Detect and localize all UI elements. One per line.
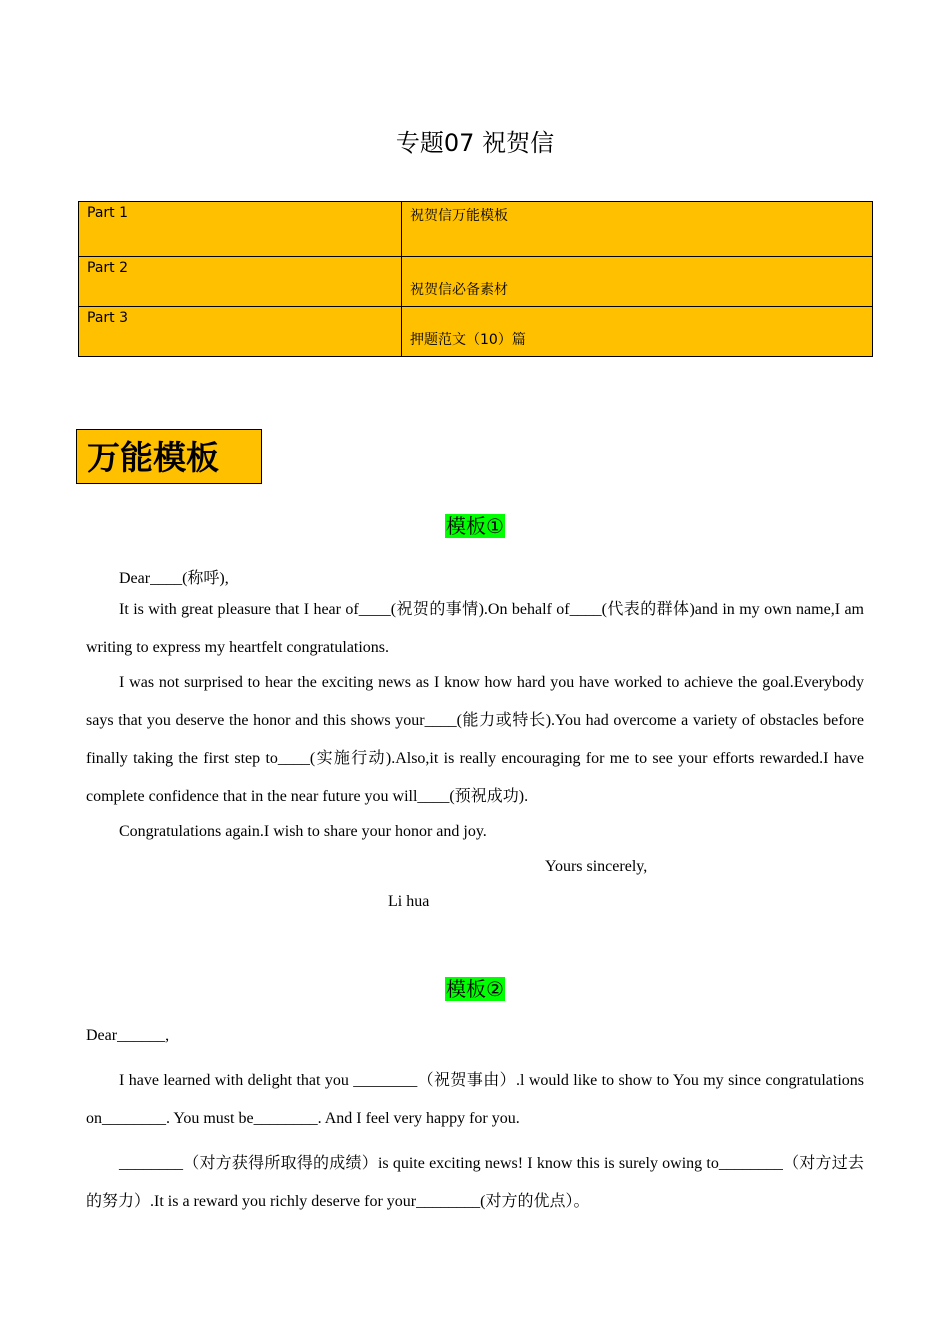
contents-table: [78, 201, 873, 357]
table-row: [79, 202, 873, 257]
section-badge: 万能模板: [76, 429, 262, 484]
template-2-paragraph-1: I have learned with delight that you ________（祝贺事由）.l would like to show to You my since congratulations on________. You must be________. And I feel very happy for you.: [86, 1072, 864, 1127]
part-label: Part 3: [79, 307, 402, 357]
part-description: 押题范文（10）篇: [402, 307, 873, 357]
template-1-salutation: Dear____(称呼),: [119, 570, 229, 587]
table-row: [79, 307, 873, 357]
table-row: [79, 257, 873, 307]
page-title: 专题07 祝贺信: [395, 129, 555, 157]
template-1-paragraph-1: It is with great pleasure that I hear of____(祝贺的事情).On behalf of____(代表的群体)and in my own name,I am writing to express my heartfelt congratulations.: [86, 601, 864, 656]
template-2-heading-row: [0, 973, 950, 1002]
part-label: Part 1: [79, 202, 402, 257]
part-label: Part 2: [79, 257, 402, 307]
template-1-heading: 模板①: [446, 514, 504, 538]
template-2-paragraph-2: ________（对方获得所取得的成绩）is quite exciting news! I know this is surely owing to________（对方过去的努力）.It is a reward you richly deserve for your________(对方的优点）。: [86, 1155, 864, 1210]
template-1-closing: Yours sincerely,: [545, 858, 648, 875]
template-2-heading: 模板②: [446, 977, 504, 1001]
template-1-paragraph-3: Congratulations again.I wish to share your honor and joy.: [119, 823, 487, 840]
part-description: 祝贺信必备素材: [402, 257, 873, 307]
template-1-signature: Li hua: [388, 893, 430, 910]
template-2-salutation: Dear______,: [86, 1027, 170, 1044]
part-description: 祝贺信万能模板: [402, 202, 873, 257]
template-1-heading-row: [0, 510, 950, 539]
template-1-paragraph-2: I was not surprised to hear the exciting news as I know how hard you have worked to achieve the goal.Everybody says that you deserve the honor and this shows your____(能力或特长).You had overcome a variety of obstacles before finally taking the first step to____(实施行动).Also,it is really encouraging for me to see your efforts rewarded.I have complete confidence that in the near future you will____(预祝成功).: [86, 674, 864, 805]
